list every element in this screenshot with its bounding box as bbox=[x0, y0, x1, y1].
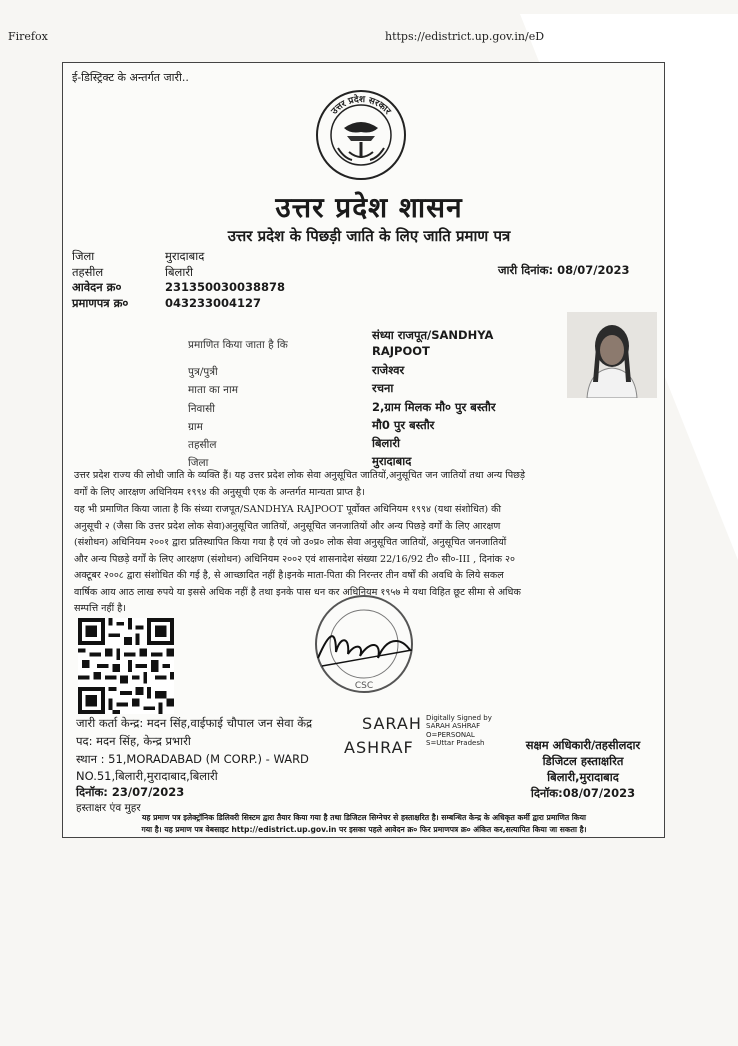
detail-label-village: ग्राम bbox=[188, 421, 203, 433]
para2-line: (संशोधन) अधिनियम २००१ द्वारा प्रतिस्थापित किया गया है एवं जो उ०प्र० लोक सेवा अनुसूचित जातियों, अनुसूचित जनजातियों bbox=[74, 537, 507, 548]
certificate-subheading: उत्तर प्रदेश के पिछड़ी जाति के लिए जाति प्रमाण पत्र bbox=[227, 227, 511, 245]
issuer-post: पद: मदन सिंह, केन्द्र प्रभारी bbox=[76, 734, 191, 748]
emblem-text: उत्तर प्रदेश सरकार bbox=[329, 94, 393, 117]
disclaimer-line: यह प्रमाण पत्र इलेक्ट्रॉनिक डिलिवरी सिस्टम द्वारा तैयार किया गया है तथा डिजिटल सिग्नेचर से हस्ताक्षरित है। सम्बन्धित केन्द्र के अधिकृत कर्मी द्वारा प्रमाणित किया bbox=[142, 813, 586, 822]
signer-meta-line: Digitally Signed by bbox=[426, 714, 492, 722]
person-photo-icon bbox=[567, 312, 657, 398]
para2-line: वार्षिक आय आठ लाख रुपये या इससे अधिक नहीं है तथा इनके पास धन कर अधिनियम १९५७ मे यथा विहित छूट सीमा से अधिक bbox=[74, 586, 521, 598]
disclaimer bbox=[64, 812, 664, 836]
para2-line: और अन्य पिछड़े वर्गों के लिए आरक्षण (संशोधन) अधिनियम २००२ एवं शासनादेश संख्या 22/16/92 टी० सी०-III , दिनांक २० bbox=[74, 553, 516, 565]
detail-value-village: मौ0 पुर बस्तौर bbox=[372, 418, 435, 432]
issuer-signature-label: हस्ताक्षर एंव मुहर bbox=[76, 802, 141, 814]
para1-line: उत्तर प्रदेश राज्य की लोधी जाति के व्यक्ति हैं। यह उत्तर प्रदेश लोक सेवा अनुसूचित जातियों,अनुसूचित जन जातियों तथा अन्य पिछड़े bbox=[74, 470, 526, 481]
stamp-signature-icon bbox=[300, 590, 428, 696]
stamp-text: CSC bbox=[354, 681, 374, 691]
authority-date: दिनॉक:08/07/2023 bbox=[530, 786, 636, 800]
detail-label-mother: माता का नाम bbox=[188, 384, 238, 396]
meta-label-tehsil: तहसील bbox=[72, 265, 104, 279]
detail-label-tehsil: तहसील bbox=[188, 439, 217, 451]
issuer-center: जारी कर्ता केन्द्र: मदन सिंह,वाईफाई चौपाल जन सेवा केंद्र bbox=[76, 716, 313, 730]
authority-digital: डिजिटल हस्ताक्षरित bbox=[542, 754, 624, 768]
signer-meta-line: SARAH ASHRAF bbox=[426, 722, 481, 731]
para2-line: अक्टूबर २००८ द्वारा संशोधित की गई है, से आच्छादित नहीं है।इनके माता-पिता की निरन्तर तीन वर्षों की अवधि के लिये सकल bbox=[74, 570, 504, 581]
detail-value-mother: रचना bbox=[372, 381, 394, 395]
issuer-date: दिनॉक: 23/07/2023 bbox=[76, 785, 185, 799]
signer-meta-line: O=PERSONAL bbox=[426, 730, 475, 739]
disclaimer-line: गया है। यह प्रमाण पत्र वेबसाइट http://edistrict.up.gov.in पर इसका पहले आवेदन क्र० फिर प्रमाणपत्र क्र० अंकित कर,सत्यापित किया जा सकता है। bbox=[141, 825, 587, 834]
meta-label-district: जिला bbox=[72, 249, 95, 263]
signer-meta bbox=[426, 714, 492, 748]
detail-label-resident: निवासी bbox=[188, 403, 215, 415]
signer-name-line1: SARAH bbox=[362, 714, 422, 733]
detail-value-father: राजेश्वर bbox=[372, 363, 405, 377]
up-emblem-icon bbox=[314, 88, 408, 182]
detail-label-district: जिला bbox=[188, 457, 209, 469]
para1-line: वर्गों के लिए आरक्षण अधिनियम १९९४ की अनुसूची एक के अन्तर्गत मान्यता प्राप्त है। bbox=[74, 486, 365, 498]
detail-label-certified: प्रमाणित किया जाता है कि bbox=[188, 339, 288, 351]
authority-place: बिलारी,मुरादाबाद bbox=[547, 770, 619, 784]
meta-label-certificate-no: प्रमाणपत्र क्र० bbox=[72, 296, 129, 310]
detail-value-name: संध्या राजपूत/SANDHYA bbox=[372, 328, 494, 342]
detail-value-tehsil: बिलारी bbox=[372, 436, 401, 450]
meta-value-tehsil: बिलारी bbox=[165, 265, 194, 279]
detail-value-resident: 2,ग्राम मिलक मौ० पुर बस्तौर bbox=[372, 400, 496, 414]
issue-date: जारी दिनांक: 08/07/2023 bbox=[498, 263, 630, 277]
detail-value-name-cont: RAJPOOT bbox=[372, 344, 430, 358]
issuer-place-1: स्थान : 51,MORADABAD (M CORP.) - WARD bbox=[76, 752, 309, 766]
signer-meta-line: S=Uttar Pradesh bbox=[426, 739, 485, 748]
detail-label-child-of: पुत्र/पुत्री bbox=[188, 366, 218, 378]
meta-value-certificate-no: 043233004127 bbox=[165, 296, 262, 310]
issuer-place-2: NO.51,बिलारी,मुरादाबाद,बिलारी bbox=[76, 769, 218, 783]
meta-value-district: मुरादाबाद bbox=[165, 249, 205, 263]
detail-value-district: मुरादाबाद bbox=[372, 454, 412, 468]
meta-label-application-no: आवेदन क्र० bbox=[72, 280, 122, 294]
qr-code-icon bbox=[78, 618, 174, 714]
para2-line: यह भी प्रमाणित किया जाता है कि संध्या राजपूत/SANDHYA RAJPOOT पूर्वोक्त अधिनियम १९९४ (यथा संशोधित) की bbox=[74, 504, 502, 515]
browser-url: https://edistrict.up.gov.in/eD bbox=[385, 30, 545, 43]
para2-line: अनुसूची २ (जैसा कि उत्तर प्रदेश लोक सेवा)अनुसूचित जातियों, अनुसूचित जनजातियों और अन्य पिछड़े वर्गों के लिए आरक्षण bbox=[74, 520, 501, 532]
certificate-heading: उत्तर प्रदेश शासन bbox=[275, 191, 463, 224]
paragraph-caste bbox=[74, 468, 664, 501]
applicant-photo bbox=[567, 312, 657, 398]
para2-line: सम्पत्ति नहीं है। bbox=[74, 603, 126, 614]
authority-title: सक्षम अधिकारी/तहसीलदार bbox=[525, 738, 641, 752]
meta-value-application-no: 231350030038878 bbox=[165, 280, 286, 294]
browser-name: Firefox bbox=[8, 30, 48, 43]
top-note: ई-डिस्ट्रिक्ट के अन्तर्गत जारी.. bbox=[72, 71, 189, 84]
signer-name-line2: ASHRAF bbox=[344, 738, 414, 757]
